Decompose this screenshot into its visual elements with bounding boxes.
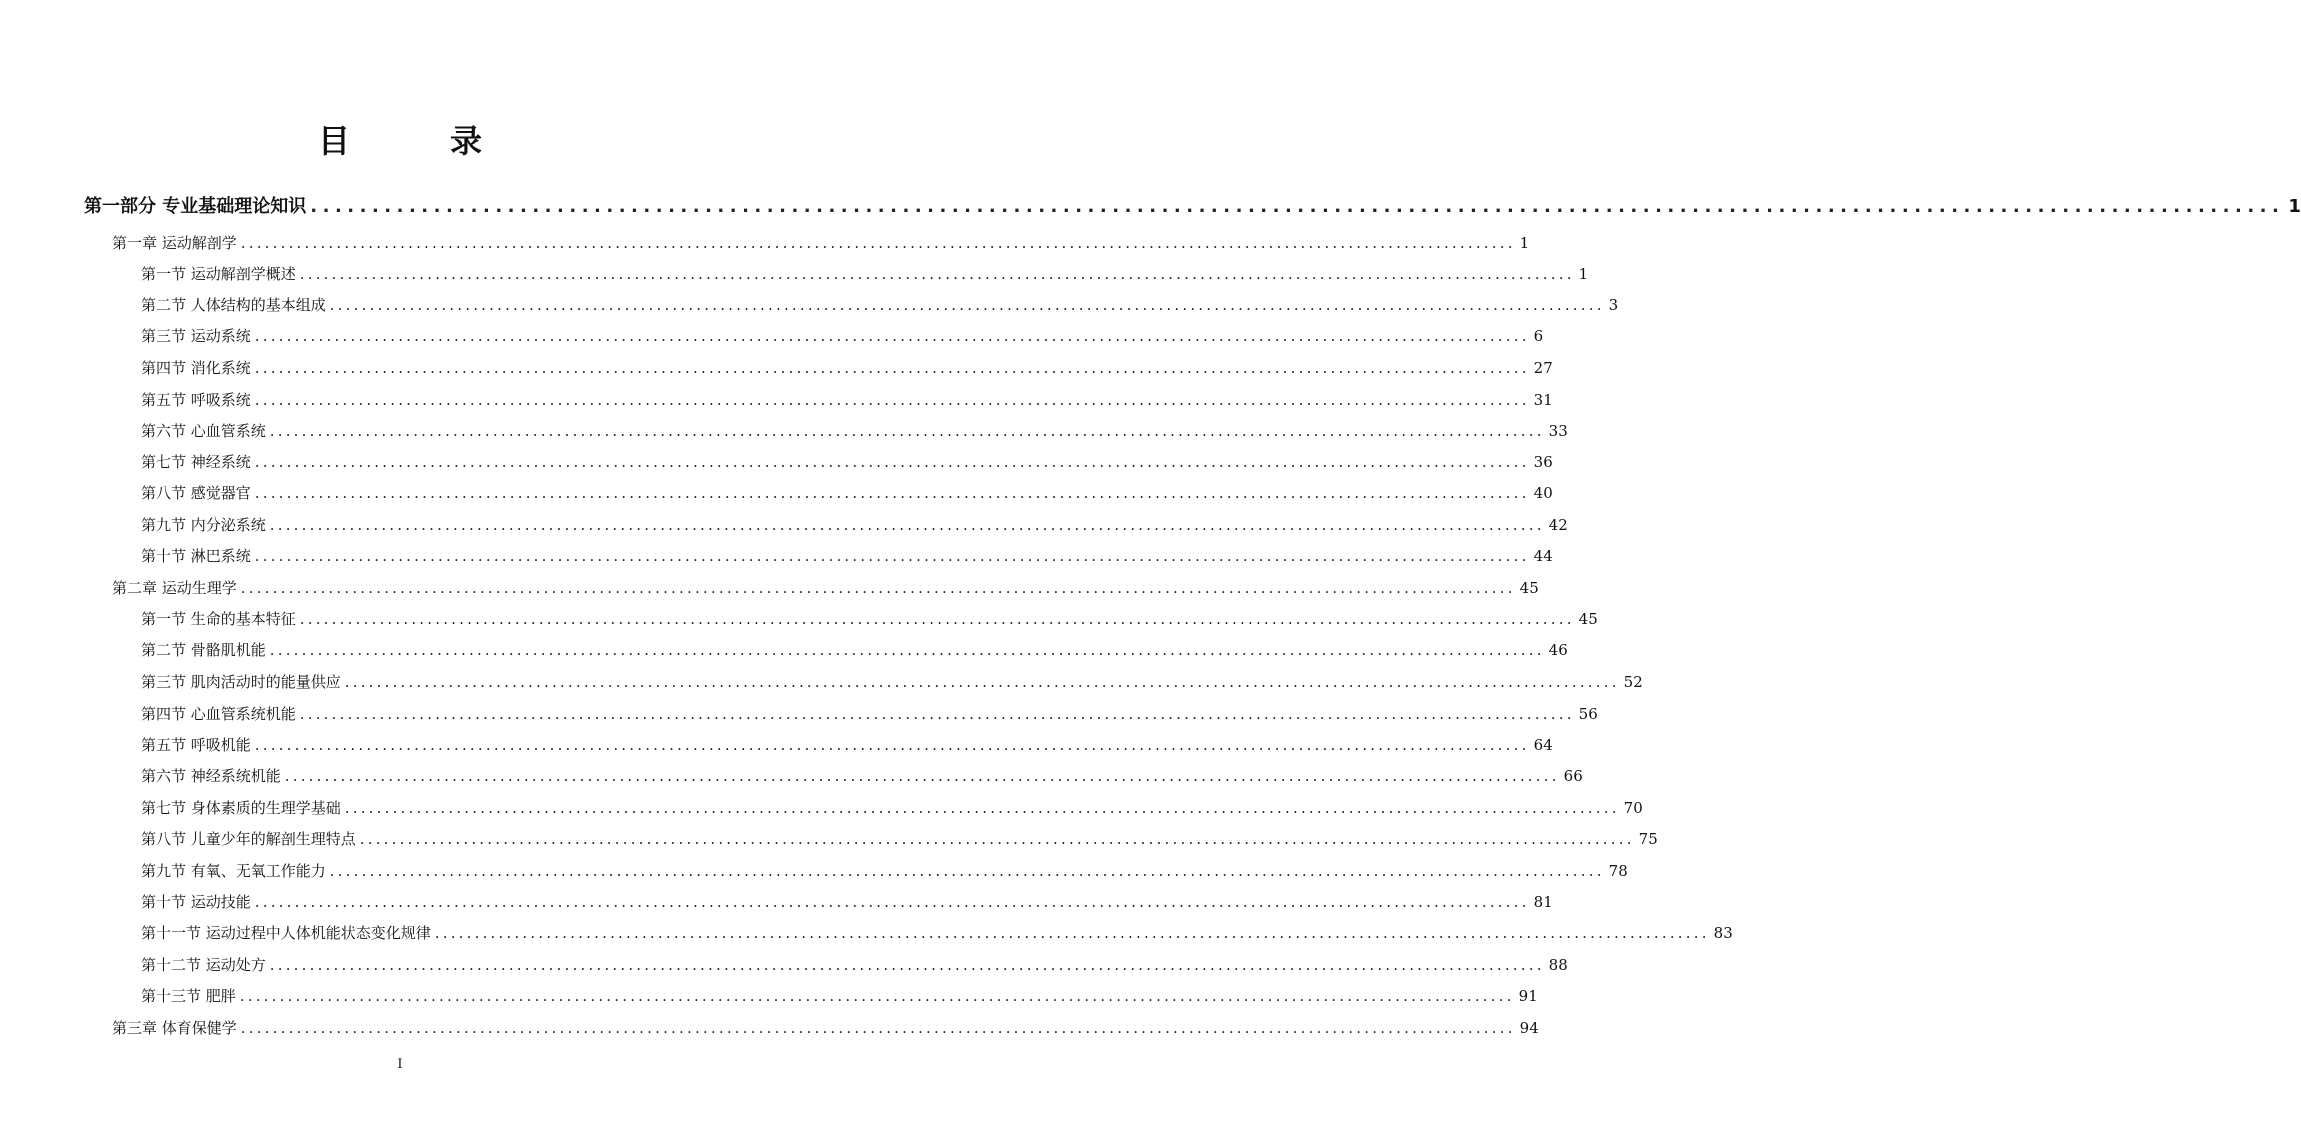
- toc-entry-label: 第七节 神经系统: [141, 453, 251, 471]
- footer-page-number: I: [397, 1057, 403, 1072]
- toc-entry-page: 91: [1518, 987, 1538, 1005]
- toc-section-entry[interactable]: [141, 797, 1643, 819]
- toc-entry-page: 81: [1533, 893, 1553, 911]
- toc-entry-label: 第八节 感觉器官: [141, 484, 251, 502]
- toc-section-entry[interactable]: [141, 482, 1553, 504]
- toc-entry-label: 第三节 运动系统: [141, 327, 251, 345]
- toc-entry-label: 第二章 运动生理学: [112, 579, 237, 597]
- toc-section-entry[interactable]: [141, 639, 1568, 661]
- toc-dot-leader: ................................................................................................................................................................: [254, 484, 1530, 502]
- toc-section-entry[interactable]: [141, 828, 1658, 850]
- toc-section-entry[interactable]: [141, 420, 1568, 442]
- toc-section-entry[interactable]: [141, 357, 1553, 379]
- toc-chapter-entry[interactable]: [112, 577, 1539, 599]
- toc-entry-page: 56: [1578, 705, 1598, 723]
- toc-entry-label: 第一部分 专业基础理论知识: [84, 196, 307, 217]
- toc-dot-leader: ................................................................................................................................................................: [254, 327, 1530, 345]
- toc-dot-leader: ................................................................................................................................................................: [284, 767, 1560, 785]
- toc-section-entry[interactable]: [141, 389, 1553, 411]
- toc-entry-page: 1: [2288, 196, 2301, 217]
- toc-entry-page: 78: [1608, 862, 1628, 880]
- toc-dot-leader: ................................................................................................................................................................: [434, 924, 1710, 942]
- toc-section-entry[interactable]: [141, 545, 1553, 567]
- toc-entry-label: 第二节 人体结构的基本组成: [141, 296, 326, 314]
- toc-section-entry[interactable]: [141, 263, 1589, 285]
- toc-entry-label: 第七节 身体素质的生理学基础: [141, 799, 341, 817]
- toc-dot-leader: ................................................................................................................................................................: [254, 547, 1530, 565]
- toc-entry-label: 第四节 心血管系统机能: [141, 705, 296, 723]
- toc-dot-leader: ................................................................................................................................................................: [239, 987, 1515, 1005]
- toc-dot-leader: ................................................................................................................................................................: [344, 799, 1620, 817]
- toc-entry-label: 第十节 运动技能: [141, 893, 251, 911]
- toc-entry-page: 33: [1548, 422, 1568, 440]
- toc-section-entry[interactable]: [141, 325, 1544, 347]
- toc-entry-label: 第十二节 运动处方: [141, 956, 266, 974]
- page-title: 目 录: [317, 122, 516, 160]
- toc-entry-page: 75: [1638, 830, 1658, 848]
- toc-section-entry[interactable]: [141, 294, 1619, 316]
- toc-entry-page: 66: [1563, 767, 1583, 785]
- toc-entry-page: 45: [1578, 610, 1598, 628]
- toc-entry-label: 第四节 消化系统: [141, 359, 251, 377]
- toc-entry-page: 88: [1548, 956, 1568, 974]
- toc-section-entry[interactable]: [141, 671, 1643, 693]
- toc-entry-label: 第十一节 运动过程中人体机能状态变化规律: [141, 924, 431, 942]
- toc-entry-page: 94: [1519, 1019, 1539, 1037]
- toc-entry-label: 第六节 神经系统机能: [141, 767, 281, 785]
- toc-dot-leader: ................................................................................................................................................................: [269, 516, 1545, 534]
- toc-dot-leader: ................................................................................................................................................................: [240, 234, 1516, 252]
- toc-entry-page: 52: [1623, 673, 1643, 691]
- toc-dot-leader: ................................................................................................................................................................: [344, 673, 1620, 691]
- toc-entry-page: 40: [1533, 484, 1553, 502]
- toc-entry-page: 83: [1713, 924, 1733, 942]
- toc-entry-page: 64: [1533, 736, 1553, 754]
- toc-entry-label: 第一节 生命的基本特征: [141, 610, 296, 628]
- toc-entry-label: 第五节 呼吸机能: [141, 736, 251, 754]
- toc-entry-page: 1: [1578, 265, 1589, 283]
- toc-entry-label: 第八节 儿童少年的解剖生理特点: [141, 830, 356, 848]
- toc-entry-label: 第三节 肌肉活动时的能量供应: [141, 673, 341, 691]
- toc-entry-label: 第二节 骨骼肌机能: [141, 641, 266, 659]
- toc-entry-page: 70: [1623, 799, 1643, 817]
- toc-section-entry[interactable]: [141, 703, 1598, 725]
- toc-section-entry[interactable]: [141, 922, 1733, 944]
- toc-section-entry[interactable]: [141, 608, 1598, 630]
- toc-dot-leader: ................................................................................................................................................................: [254, 359, 1530, 377]
- toc-dot-leader: ................................................................................................................................................................: [299, 610, 1575, 628]
- toc-entry-label: 第一节 运动解剖学概述: [141, 265, 296, 283]
- toc-section-entry[interactable]: [141, 734, 1553, 756]
- toc-section-entry[interactable]: [141, 891, 1553, 913]
- toc-dot-leader: ................................................................................................................................................................: [329, 862, 1605, 880]
- toc-dot-leader: ................................................................................................................................................................: [329, 296, 1605, 314]
- toc-entry-page: 27: [1533, 359, 1553, 377]
- toc-dot-leader: ................................................................................................................................................................: [254, 391, 1530, 409]
- toc-entry-label: 第一章 运动解剖学: [112, 234, 237, 252]
- toc-entry-label: 第六节 心血管系统: [141, 422, 266, 440]
- toc-entry-page: 42: [1548, 516, 1568, 534]
- toc-dot-leader: ................................................................................................................................................................: [240, 1019, 1516, 1037]
- toc-entry-page: 45: [1519, 579, 1539, 597]
- toc-dot-leader: ................................................................................................................................................................: [299, 265, 1575, 283]
- toc-dot-leader: ................................................................................................................................................................: [299, 705, 1575, 723]
- toc-entry-label: 第十节 淋巴系统: [141, 547, 251, 565]
- toc-dot-leader: ................................................................................................................................................................: [240, 579, 1516, 597]
- toc-entry-label: 第五节 呼吸系统: [141, 391, 251, 409]
- toc-section-entry[interactable]: [141, 765, 1583, 787]
- toc-dot-leader: ................................................................................................................................................................: [359, 830, 1635, 848]
- toc-dot-leader: ................................................................................................................................................................: [269, 956, 1545, 974]
- toc-entry-page: 46: [1548, 641, 1568, 659]
- toc-dot-leader: ................................................................................................................................................................: [310, 196, 2285, 217]
- toc-entry-page: 1: [1519, 234, 1530, 252]
- toc-dot-leader: ................................................................................................................................................................: [254, 453, 1530, 471]
- toc-dot-leader: ................................................................................................................................................................: [269, 641, 1545, 659]
- toc-section-entry[interactable]: [141, 985, 1538, 1007]
- toc-section-entry[interactable]: [141, 514, 1568, 536]
- toc-entry-page: 31: [1533, 391, 1553, 409]
- toc-chapter-entry[interactable]: [112, 232, 1530, 254]
- toc-dot-leader: ................................................................................................................................................................: [254, 736, 1530, 754]
- toc-section-entry[interactable]: [141, 451, 1553, 473]
- toc-entry-label: 第九节 内分泌系统: [141, 516, 266, 534]
- toc-entry-page: 44: [1533, 547, 1553, 565]
- toc-entry-label: 第三章 体育保健学: [112, 1019, 237, 1037]
- toc-section-entry[interactable]: [141, 860, 1628, 882]
- toc-entry-page: 36: [1533, 453, 1553, 471]
- toc-entry-label: 第十三节 肥胖: [141, 987, 236, 1005]
- toc-part-entry[interactable]: [84, 194, 2301, 220]
- toc-dot-leader: ................................................................................................................................................................: [269, 422, 1545, 440]
- toc-dot-leader: ................................................................................................................................................................: [254, 893, 1530, 911]
- toc-chapter-entry[interactable]: [112, 1017, 1539, 1039]
- toc-entry-page: 6: [1533, 327, 1544, 345]
- toc-section-entry[interactable]: [141, 954, 1568, 976]
- toc-entry-page: 3: [1608, 296, 1619, 314]
- toc-entry-label: 第九节 有氧、无氧工作能力: [141, 862, 326, 880]
